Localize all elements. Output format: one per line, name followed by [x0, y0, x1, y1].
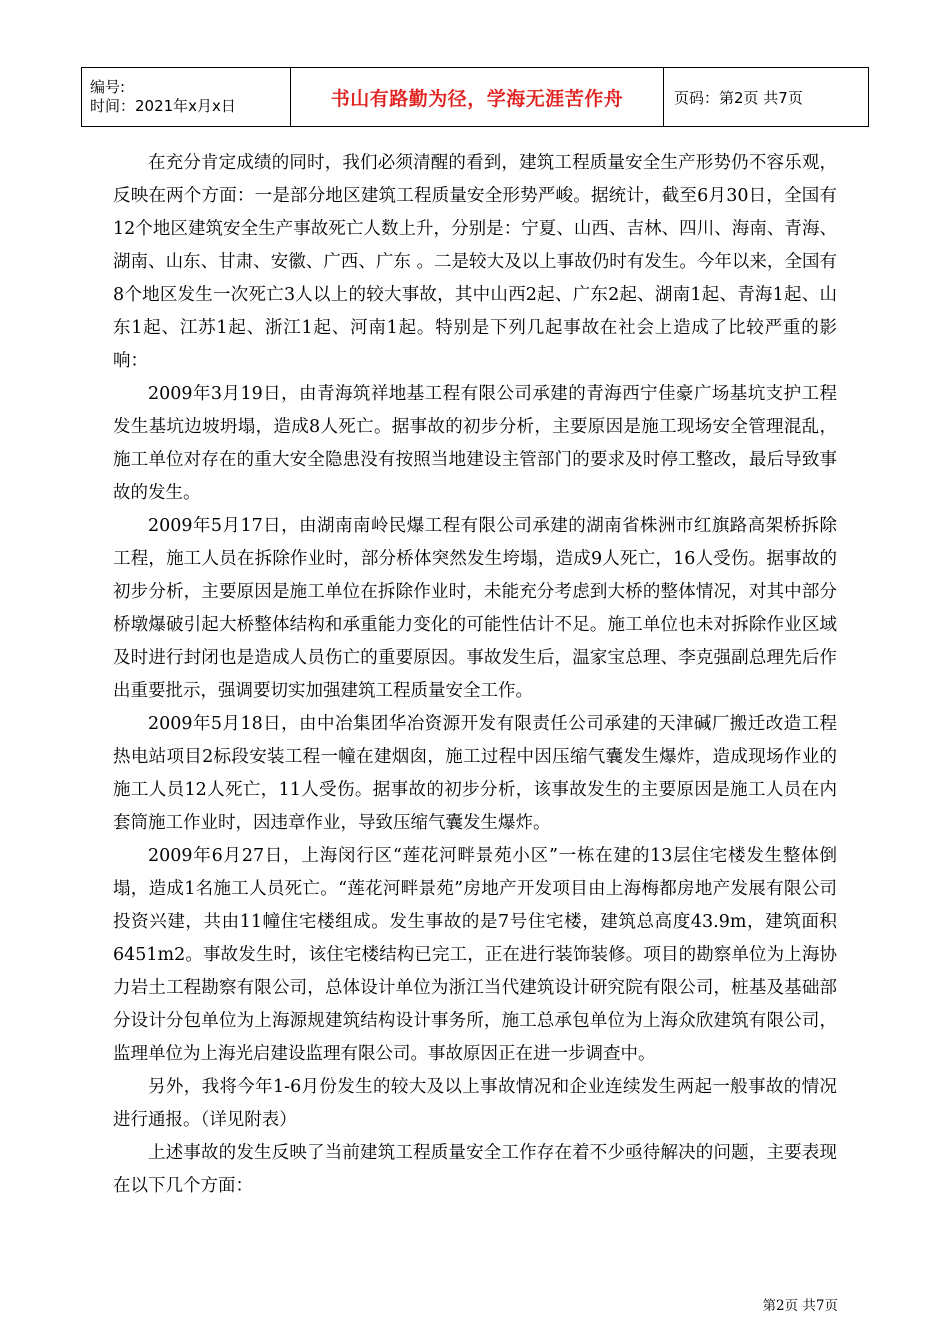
paragraph: 上述事故的发生反映了当前建筑工程质量安全工作存在着不少亟待解决的问题，主要表现在以下几个方面：: [113, 1143, 837, 1196]
serial-number-label: 编号:: [90, 78, 126, 96]
paragraph: 2009年3月19日，由青海筑祥地基工程有限公司承建的青海西宁佳豪广场基坑支护工程发生基坑边坡坍塌，造成8人死亡。据事故的初步分析，主要原因是施工现场安全管理混乱，施工单位对存在的重大安全隐患没有按照当地建设主管部门的要求及时停工整改，最后导致事故的发生。: [113, 384, 837, 503]
date-label: 时间：2021年x月x日: [90, 97, 236, 115]
document-body: [113, 147, 837, 1203]
paragraph: 2009年5月17日，由湖南南岭民爆工程有限公司承建的湖南省株洲市红旗路高架桥拆除工程，施工人员在拆除作业时，部分桥体突然发生垮塌，造成9人死亡，16人受伤。据事故的初步分析，主要原因是施工单位在拆除作业时，未能充分考虑到大桥的整体情况，对其中部分桥墩爆破引起大桥整体结构和承重能力变化的可能性估计不足。施工单位也未对拆除作业区域及时进行封闭也是造成人员伤亡的重要原因。事故发生后，温家宝总理、李克强副总理先后作出重要批示，强调要切实加强建筑工程质量安全工作。: [113, 516, 837, 701]
page-footer: 第2页 共7页: [762, 1298, 838, 1314]
paragraph: 2009年6月27日，上海闵行区“莲花河畔景苑小区”一栋在建的13层住宅楼发生整体倒塌，造成1名施工人员死亡。“莲花河畔景苑”房地产开发项目由上海梅都房地产发展有限公司投资兴建，共由11幢住宅楼组成。发生事故的是7号住宅楼，建筑总高度43.9m，建筑面积6451m2。事故发生时，该住宅楼结构已完工，正在进行装饰装修。项目的勘察单位为上海协力岩土工程勘察有限公司，总体设计单位为浙江当代建筑设计研究院有限公司，桩基及基础部分设计分包单位为上海源规建筑结构设计事务所，施工总承包单位为上海众欣建筑有限公司，监理单位为上海光启建设监理有限公司。事故原因正在进一步调查中。: [113, 846, 837, 1064]
header-page-number: 页码：第2页 共7页: [664, 68, 869, 127]
paragraph: 2009年5月18日，由中冶集团华冶资源开发有限责任公司承建的天津碱厂搬迁改造工程热电站项目2标段安装工程一幢在建烟囱，施工过程中因压缩气囊发生爆炸，造成现场作业的施工人员12人死亡，11人受伤。据事故的初步分析，该事故发生的主要原因是施工人员在内套筒施工作业时，因违章作业，导致压缩气囊发生爆炸。: [113, 714, 837, 833]
header-meta-cell: [82, 68, 291, 127]
paragraph: 另外，我将今年1-6月份发生的较大及以上事故情况和企业连续发生两起一般事故的情况进行通报。（详见附表）: [113, 1077, 837, 1130]
motto-banner: 书山有路勤为径，学海无涯苦作舟: [291, 68, 664, 127]
page-header: [81, 67, 869, 127]
paragraph: 在充分肯定成绩的同时，我们必须清醒的看到，建筑工程质量安全生产形势仍不容乐观，反映在两个方面：一是部分地区建筑工程质量安全形势严峻。据统计，截至6月30日，全国有12个地区建筑安全生产事故死亡人数上升，分别是：宁夏、山西、吉林、四川、海南、青海、湖南、山东、甘肃、安徽、广西、广东 。二是较大及以上事故仍时有发生。今年以来，全国有8个地区发生一次死亡3人以上的较大事故，其中山西2起、广东2起、湖南1起、青海1起、山东1起、江苏1起、浙江1起、河南1起。特别是下列几起事故在社会上造成了比较严重的影响：: [113, 153, 837, 371]
